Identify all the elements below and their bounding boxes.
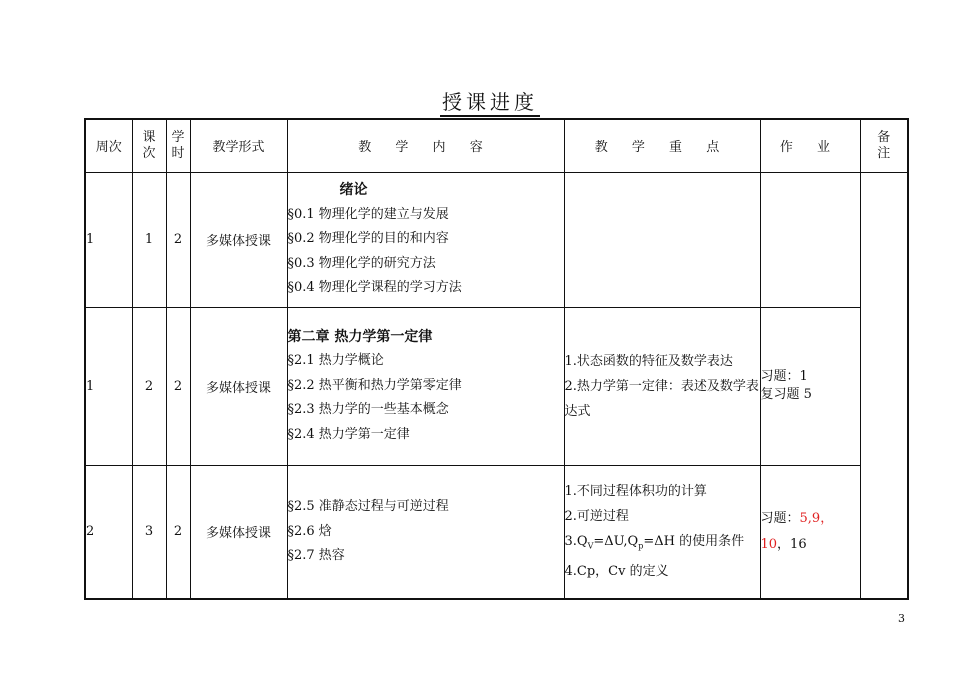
cell-content xyxy=(287,307,564,465)
cell-homework xyxy=(760,465,860,599)
header-row xyxy=(85,119,908,172)
focus-item: 1.状态函数的特征及数学表达 xyxy=(564,353,733,369)
chapter-title: 绪论 xyxy=(339,182,368,199)
schedule-table xyxy=(84,118,909,600)
cell-homework xyxy=(760,172,860,307)
table-row xyxy=(85,172,908,307)
section-item: §2.5 准静态过程与可逆过程 xyxy=(287,499,449,514)
cell-week: 1 xyxy=(85,307,132,465)
section-item: §0.1 物理化学的建立与发展 xyxy=(287,206,449,222)
page-number: 3 xyxy=(898,612,905,625)
header-hours: 学时 xyxy=(166,119,190,172)
cell-focus xyxy=(564,172,760,307)
cell-homework xyxy=(760,307,860,465)
cell-week: 1 xyxy=(85,172,132,307)
section-item: §2.3 热力学的一些基本概念 xyxy=(287,402,449,418)
header-form: 教学形式 xyxy=(190,119,287,172)
cell-lesson: 2 xyxy=(132,307,166,465)
focus-item: 4.Cp，Cv 的定义 xyxy=(564,564,669,580)
cell-content xyxy=(287,172,564,307)
cell-lesson: 1 xyxy=(132,172,166,307)
homework-text: 习题：5,9， 10，16 xyxy=(760,510,834,552)
page-title: 授课进度 xyxy=(0,86,980,115)
cell-hours: 2 xyxy=(166,465,190,599)
cell-content xyxy=(287,465,564,599)
focus-item: 2.可逆过程 xyxy=(564,509,629,525)
cell-focus xyxy=(564,307,760,465)
homework-line: 习题：1 xyxy=(760,369,808,384)
cell-form: 多媒体授课 xyxy=(190,172,287,307)
header-lesson: 课次 xyxy=(132,119,166,172)
table-row xyxy=(85,307,908,465)
header-remark: 备注 xyxy=(860,119,908,172)
focus-item: 1.不同过程体积功的计算 xyxy=(564,484,707,500)
cell-focus xyxy=(564,465,760,599)
section-item: §0.4 物理化学课程的学习方法 xyxy=(287,280,462,296)
section-item: §2.7 热容 xyxy=(287,548,345,563)
focus-item: 2.热力学第一定律：表述及数学表达式 xyxy=(564,378,759,419)
cell-week: 2 xyxy=(85,465,132,599)
section-item: §2.2 热平衡和热力学第零定律 xyxy=(287,377,462,393)
header-content: 教 学 内 容 xyxy=(287,119,564,172)
cell-hours: 2 xyxy=(166,307,190,465)
section-item: §2.6 焓 xyxy=(287,523,332,539)
header-homework: 作 业 xyxy=(760,119,860,172)
chapter-title: 第二章 热力学第一定律 xyxy=(287,328,433,345)
table-row xyxy=(85,465,908,599)
homework-line: 复习题 5 xyxy=(760,387,812,402)
cell-hours: 2 xyxy=(166,172,190,307)
header-focus: 教 学 重 点 xyxy=(564,119,760,172)
section-item: §0.2 物理化学的目的和内容 xyxy=(287,231,449,247)
section-item: §2.4 热力学第一定律 xyxy=(287,426,410,442)
focus-item: $3.Q_V=\Delta U,Q_p=\Delta H$ 的使用条件 xyxy=(564,534,745,552)
section-item: §0.3 物理化学的研究方法 xyxy=(287,255,436,271)
header-week: 周次 xyxy=(85,119,132,172)
cell-lesson: 3 xyxy=(132,465,166,599)
section-item: §2.1 热力学概论 xyxy=(287,353,384,369)
cell-form: 多媒体授课 xyxy=(190,465,287,599)
cell-remark xyxy=(860,172,908,599)
cell-form: 多媒体授课 xyxy=(190,307,287,465)
